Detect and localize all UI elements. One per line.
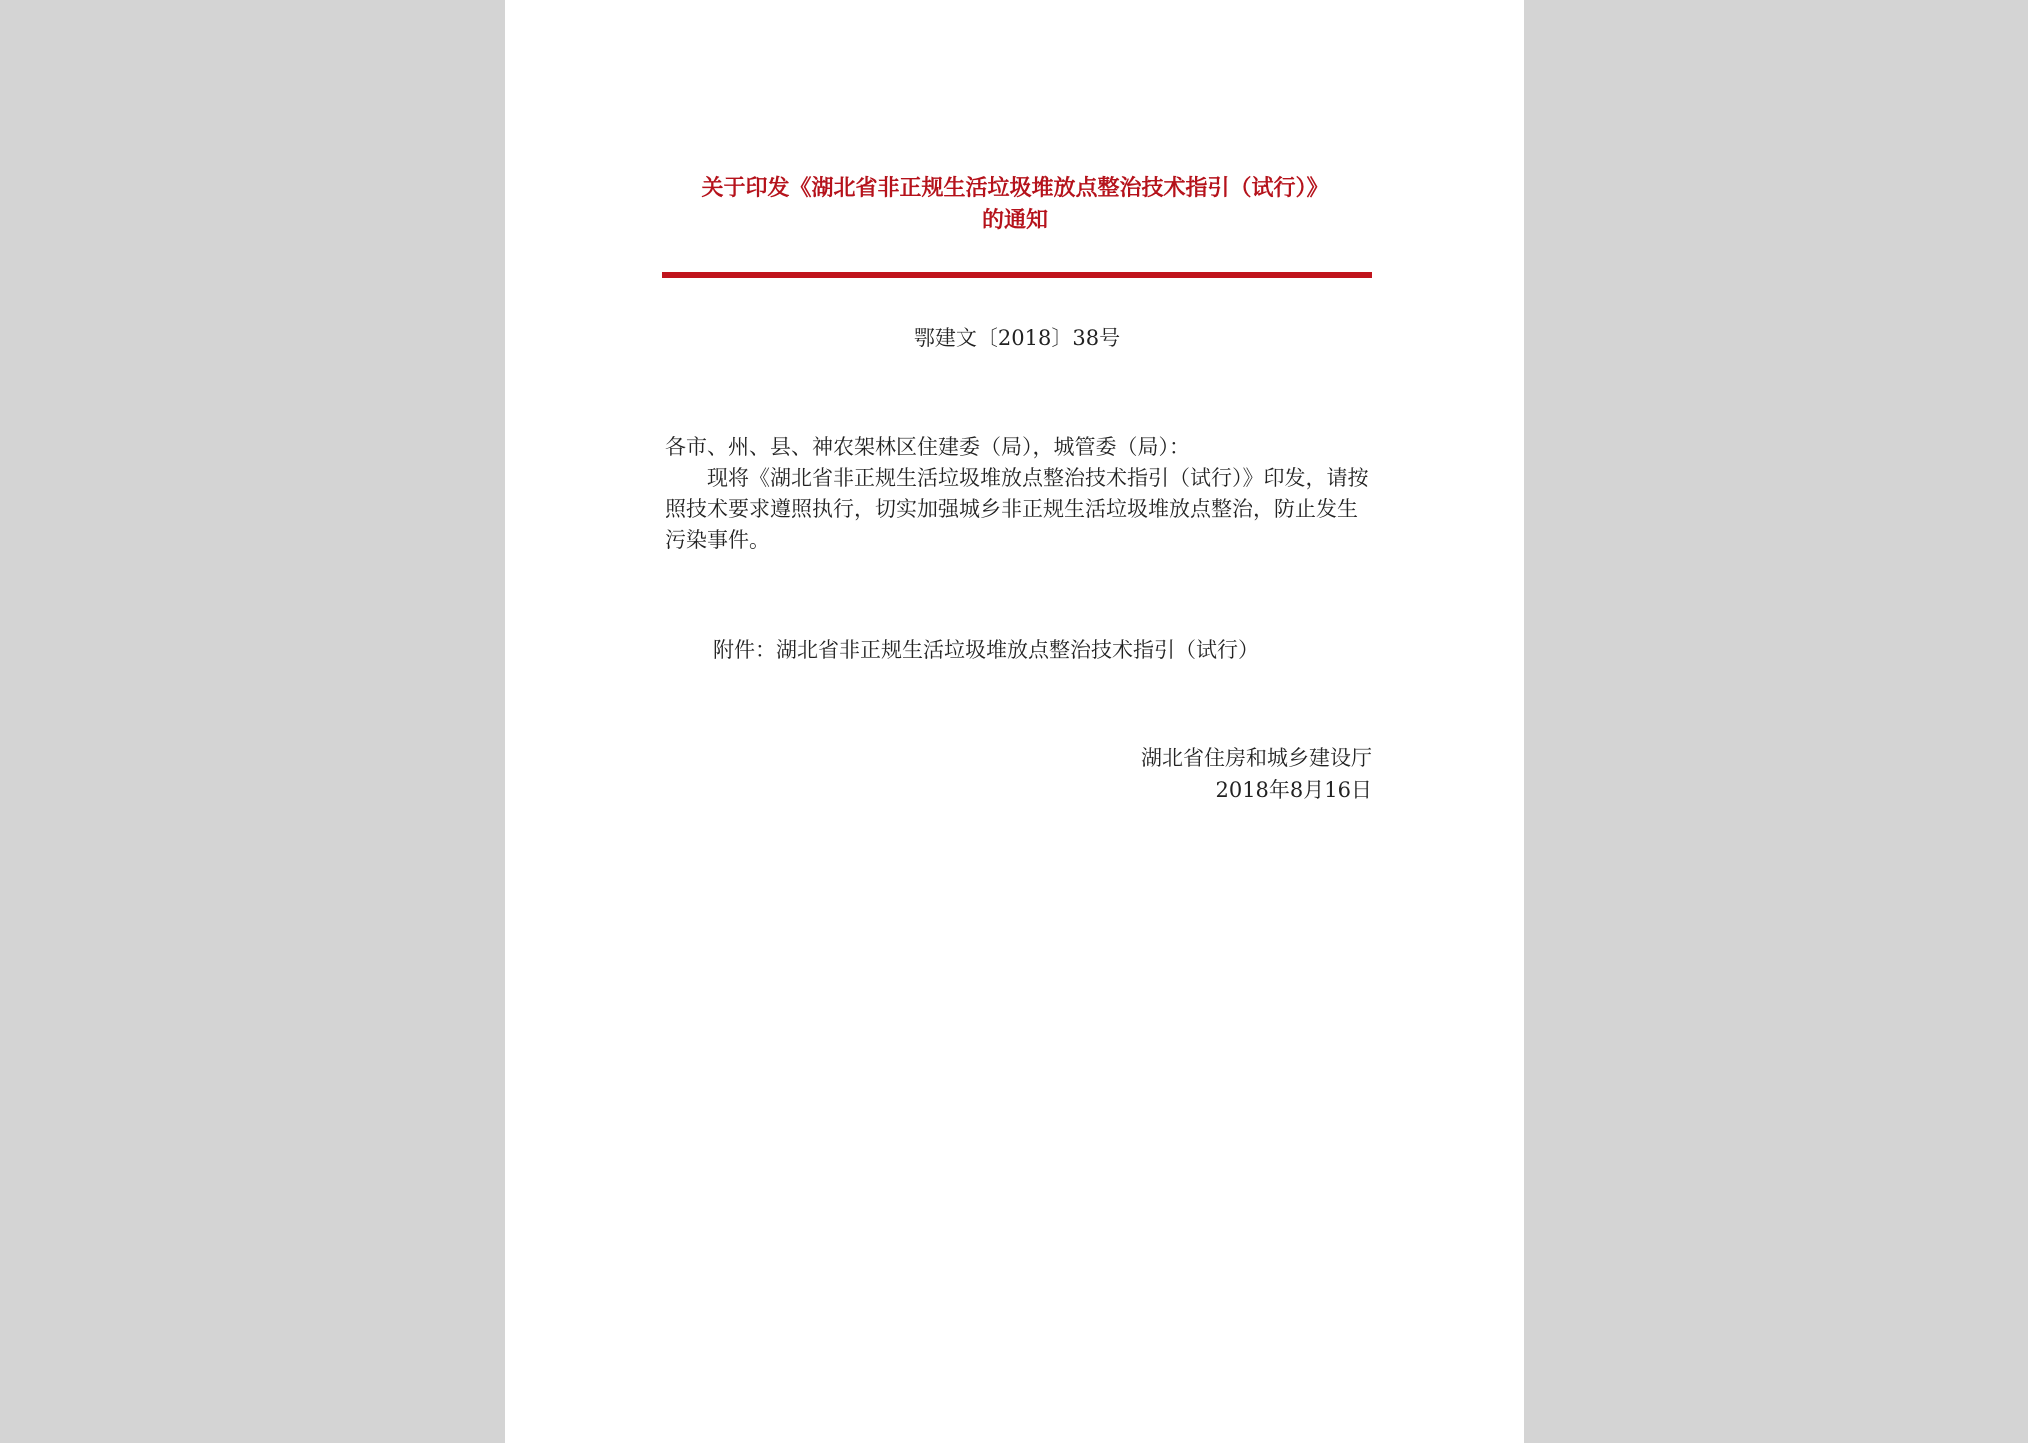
salutation: 各市、州、县、神农架林区住建委（局），城管委（局）： — [665, 435, 1190, 459]
issuer-name: 湖北省住房和城乡建设厅 — [1141, 746, 1372, 770]
document-title-line-1: 关于印发《湖北省非正规生活垃圾堆放点整治技术指引（试行）》 — [701, 175, 1329, 201]
document-title — [660, 172, 1370, 236]
attachment-line: 附件：湖北省非正规生活垃圾堆放点整治技术指引（试行） — [713, 638, 1259, 662]
body-paragraph: 现将《湖北省非正规生活垃圾堆放点整治技术指引（试行）》印发，请按照技术要求遵照执行，切实加强城乡非正规生活垃圾堆放点整治，防止发生污染事件。 — [665, 466, 1369, 552]
issue-date: 2018年8月16日 — [1215, 778, 1372, 802]
document-title-line-2: 的通知 — [981, 207, 1048, 233]
signature-block — [1141, 742, 1372, 806]
document-page — [505, 0, 1524, 1443]
document-number: 鄂建文〔2018〕38号 — [913, 326, 1121, 350]
red-header-rule — [662, 272, 1372, 278]
document-body — [665, 432, 1370, 556]
